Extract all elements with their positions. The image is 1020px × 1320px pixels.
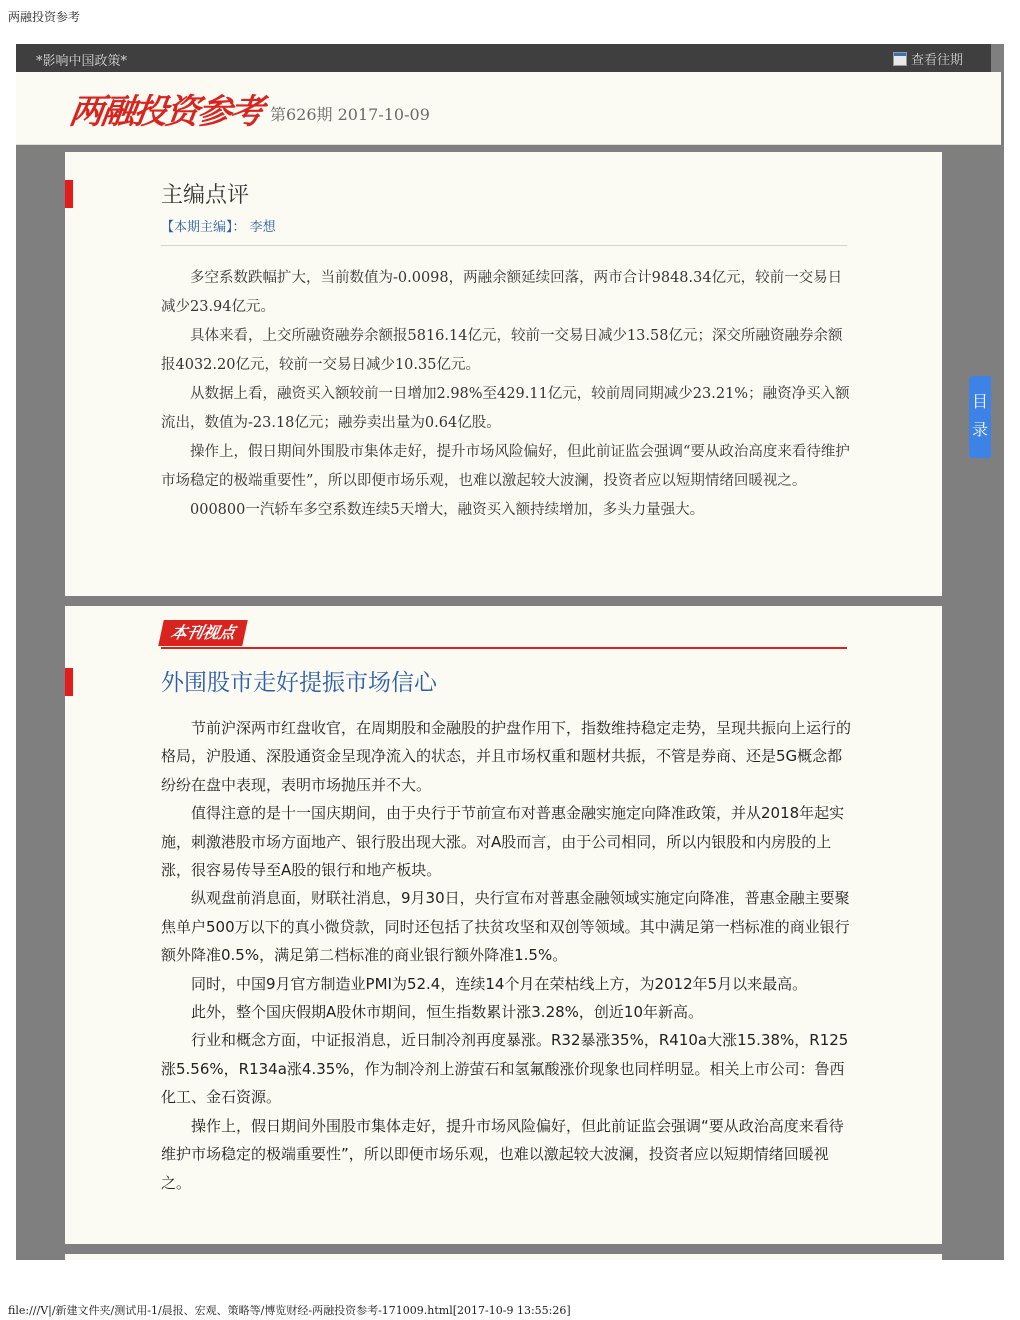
next-card-edge <box>65 1254 942 1260</box>
slogan: *影响中国政策* <box>36 54 128 69</box>
editor-name[interactable]: 李想 <box>249 220 276 235</box>
top-bar <box>16 44 991 72</box>
toc-tab[interactable] <box>969 376 991 458</box>
paragraph: 000800一汽轿车多空系数连续5天增大，融资买入额持续增加，多头力量强大。 <box>190 502 705 518</box>
paragraph: 具体来看，上交所融资融券余额报5816.14亿元，较前一交易日减少13.58亿元；深交所融资融券余额报4032.20亿元，较前一交易日减少10.35亿元。 <box>161 328 843 373</box>
calendar-icon <box>893 52 907 66</box>
editor-comment-body <box>161 264 853 525</box>
divider <box>161 245 847 246</box>
paragraph: 节前沪深两市红盘收官，在周期股和金融股的护盘作用下，指数维持稳定走势，呈现共振向上运行的格局，沪股通、深股通资金呈现净流入的状态，并且市场权重和题材共振，不管是券商、还是5G概念都纷纷在盘中表现，表明市场抛压并不大。 <box>161 719 852 794</box>
paragraph: 行业和概念方面，中证报消息，近日制冷剂再度暴涨。R32暴涨35%，R410a大涨15.38%，R125涨5.56%，R134a涨4.35%，作为制冷剂上游萤石和氢氟酸涨价现象也同样明显。相关上市公司：鲁西化工、金石资源。 <box>161 1031 849 1107</box>
history-label: 查看往期 <box>910 53 963 68</box>
logo[interactable]: 两融投资参考 <box>66 92 265 132</box>
toc-char: 目 <box>971 392 988 411</box>
section-marker <box>65 180 73 208</box>
paragraph: 从数据上看，融资买入额较前一日增加2.98%至429.11亿元，较前周同期减少23.21%；融资净买入额流出，数值为-23.18亿元；融券卖出量为0.64亿股。 <box>161 386 850 431</box>
article-body <box>161 714 853 1197</box>
masthead <box>16 72 1001 145</box>
paragraph: 操作上，假日期间外围股市集体走好，提升市场风险偏好，但此前证监会强调“要从政治高度来看待维护市场稳定的极端重要性”，所以即便市场乐观，也难以激起较大波澜，投资者应以短期情绪回暖视之。 <box>161 1116 844 1192</box>
editor-line <box>161 216 276 235</box>
section-marker <box>65 668 73 696</box>
browser-page-title: 两融投资参考 <box>8 10 81 24</box>
badge-underline <box>161 647 847 649</box>
editor-label: 【本期主编】： <box>161 220 246 235</box>
paragraph: 多空系数跌幅扩大，当前数值为-0.0098，两融余额延续回落，两市合计9848.34亿元，较前一交易日减少23.94亿元。 <box>161 270 843 315</box>
footer-path: file:///V|/新建文件夹/测试用-1/晨报、宏观、策略等/博览财经-两融投资参考-171009.html[2017-10-9 13:55:26] <box>8 1304 571 1317</box>
paragraph: 值得注意的是十一国庆期间，由于央行于节前宣布对普惠金融实施定向降准政策，并从2018年起实施，刺激港股市场方面地产、银行股出现大涨。对A股而言，由于公司相同，所以内银股和内房股的上涨，很容易传导至A股的银行和地产板块。 <box>161 804 845 880</box>
viewpoint-badge: 本刊视点 <box>158 620 248 646</box>
issue-info: 第626期 2017-10-09 <box>270 105 430 124</box>
article-title: 外围股市走好提振市场信心 <box>161 670 437 696</box>
section-title: 主编点评 <box>161 183 250 208</box>
paragraph: 纵观盘前消息面，财联社消息，9月30日，央行宣布对普惠金融领域实施定向降准，普惠金融主要聚焦单户500万以下的真小微贷款，同时还包括了扶贫攻坚和双创等领域。其中满足第一档标准的商业银行额外降准0.5%，满足第二档标准的商业银行额外降准1.5%。 <box>161 889 850 965</box>
viewpoint-card <box>65 606 942 1244</box>
history-link[interactable] <box>893 49 963 68</box>
paragraph: 同时，中国9月官方制造业PMI为52.4，连续14个月在荣枯线上方，为2012年5月以来最高。 <box>191 974 808 993</box>
paragraph: 操作上，假日期间外围股市集体走好，提升市场风险偏好，但此前证监会强调“要从政治高度来看待维护市场稳定的极端重要性”，所以即便市场乐观，也难以激起较大波澜，投资者应以短期情绪回暖视之。 <box>161 444 850 489</box>
toc-char: 录 <box>971 420 988 439</box>
paragraph: 此外，整个国庆假期A股休市期间，恒生指数累计涨3.28%，创近10年新高。 <box>191 1003 704 1022</box>
editor-comment-card <box>65 152 942 596</box>
